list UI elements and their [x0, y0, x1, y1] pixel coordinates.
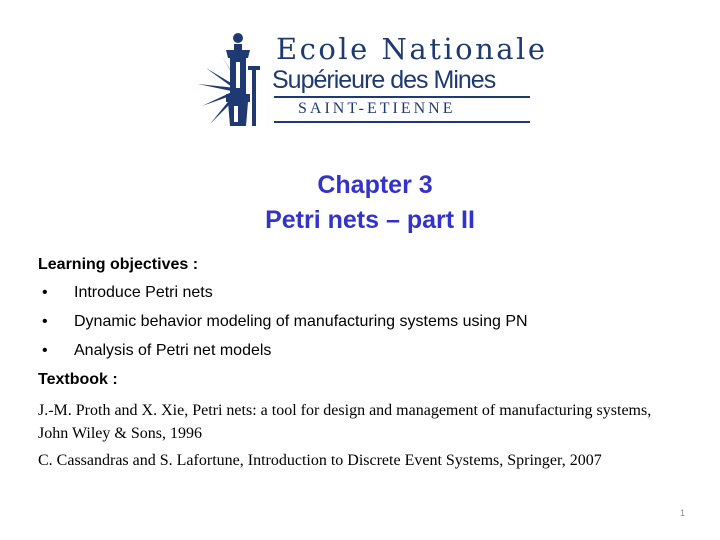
bullet-icon: •	[42, 313, 48, 330]
slide-title	[0, 168, 720, 238]
logo-divider-top	[274, 96, 530, 98]
miner-torch-emblem-icon	[196, 28, 272, 128]
textbook-reference: J.-M. Proth and X. Xie, Petri nets: a tool for design and management of manufacturing systems, John Wiley & Sons, 1996	[38, 402, 652, 442]
objective-item	[38, 313, 678, 342]
objective-text: Introduce Petri nets	[74, 284, 213, 301]
bullet-icon: •	[42, 284, 48, 301]
page-number: 1	[680, 508, 686, 518]
bullet-icon: •	[42, 342, 48, 359]
title-subtitle: Petri nets – part II	[265, 206, 475, 234]
title-chapter: Chapter 3	[317, 171, 433, 199]
logo-text-saint-etienne: SAINT-ETIENNE	[298, 100, 456, 117]
objective-item	[38, 342, 678, 371]
slide-body	[38, 256, 678, 476]
objective-text: Dynamic behavior modeling of manufacturing systems using PN	[74, 313, 528, 330]
textbook-heading: Textbook :	[38, 371, 118, 388]
textbook-reference: C. Cassandras and S. Lafortune, Introduction to Discrete Event Systems, Springer, 2007	[38, 452, 602, 469]
logo-divider-bottom	[274, 121, 530, 123]
objective-text: Analysis of Petri net models	[74, 342, 272, 359]
learning-objectives-heading: Learning objectives :	[38, 256, 199, 273]
logo-text-superieure-des-mines: Supérieure des Mines	[272, 66, 496, 94]
school-logo	[196, 28, 548, 128]
objective-item	[38, 284, 678, 313]
logo-text-ecole-nationale: Ecole Nationale	[276, 32, 548, 66]
